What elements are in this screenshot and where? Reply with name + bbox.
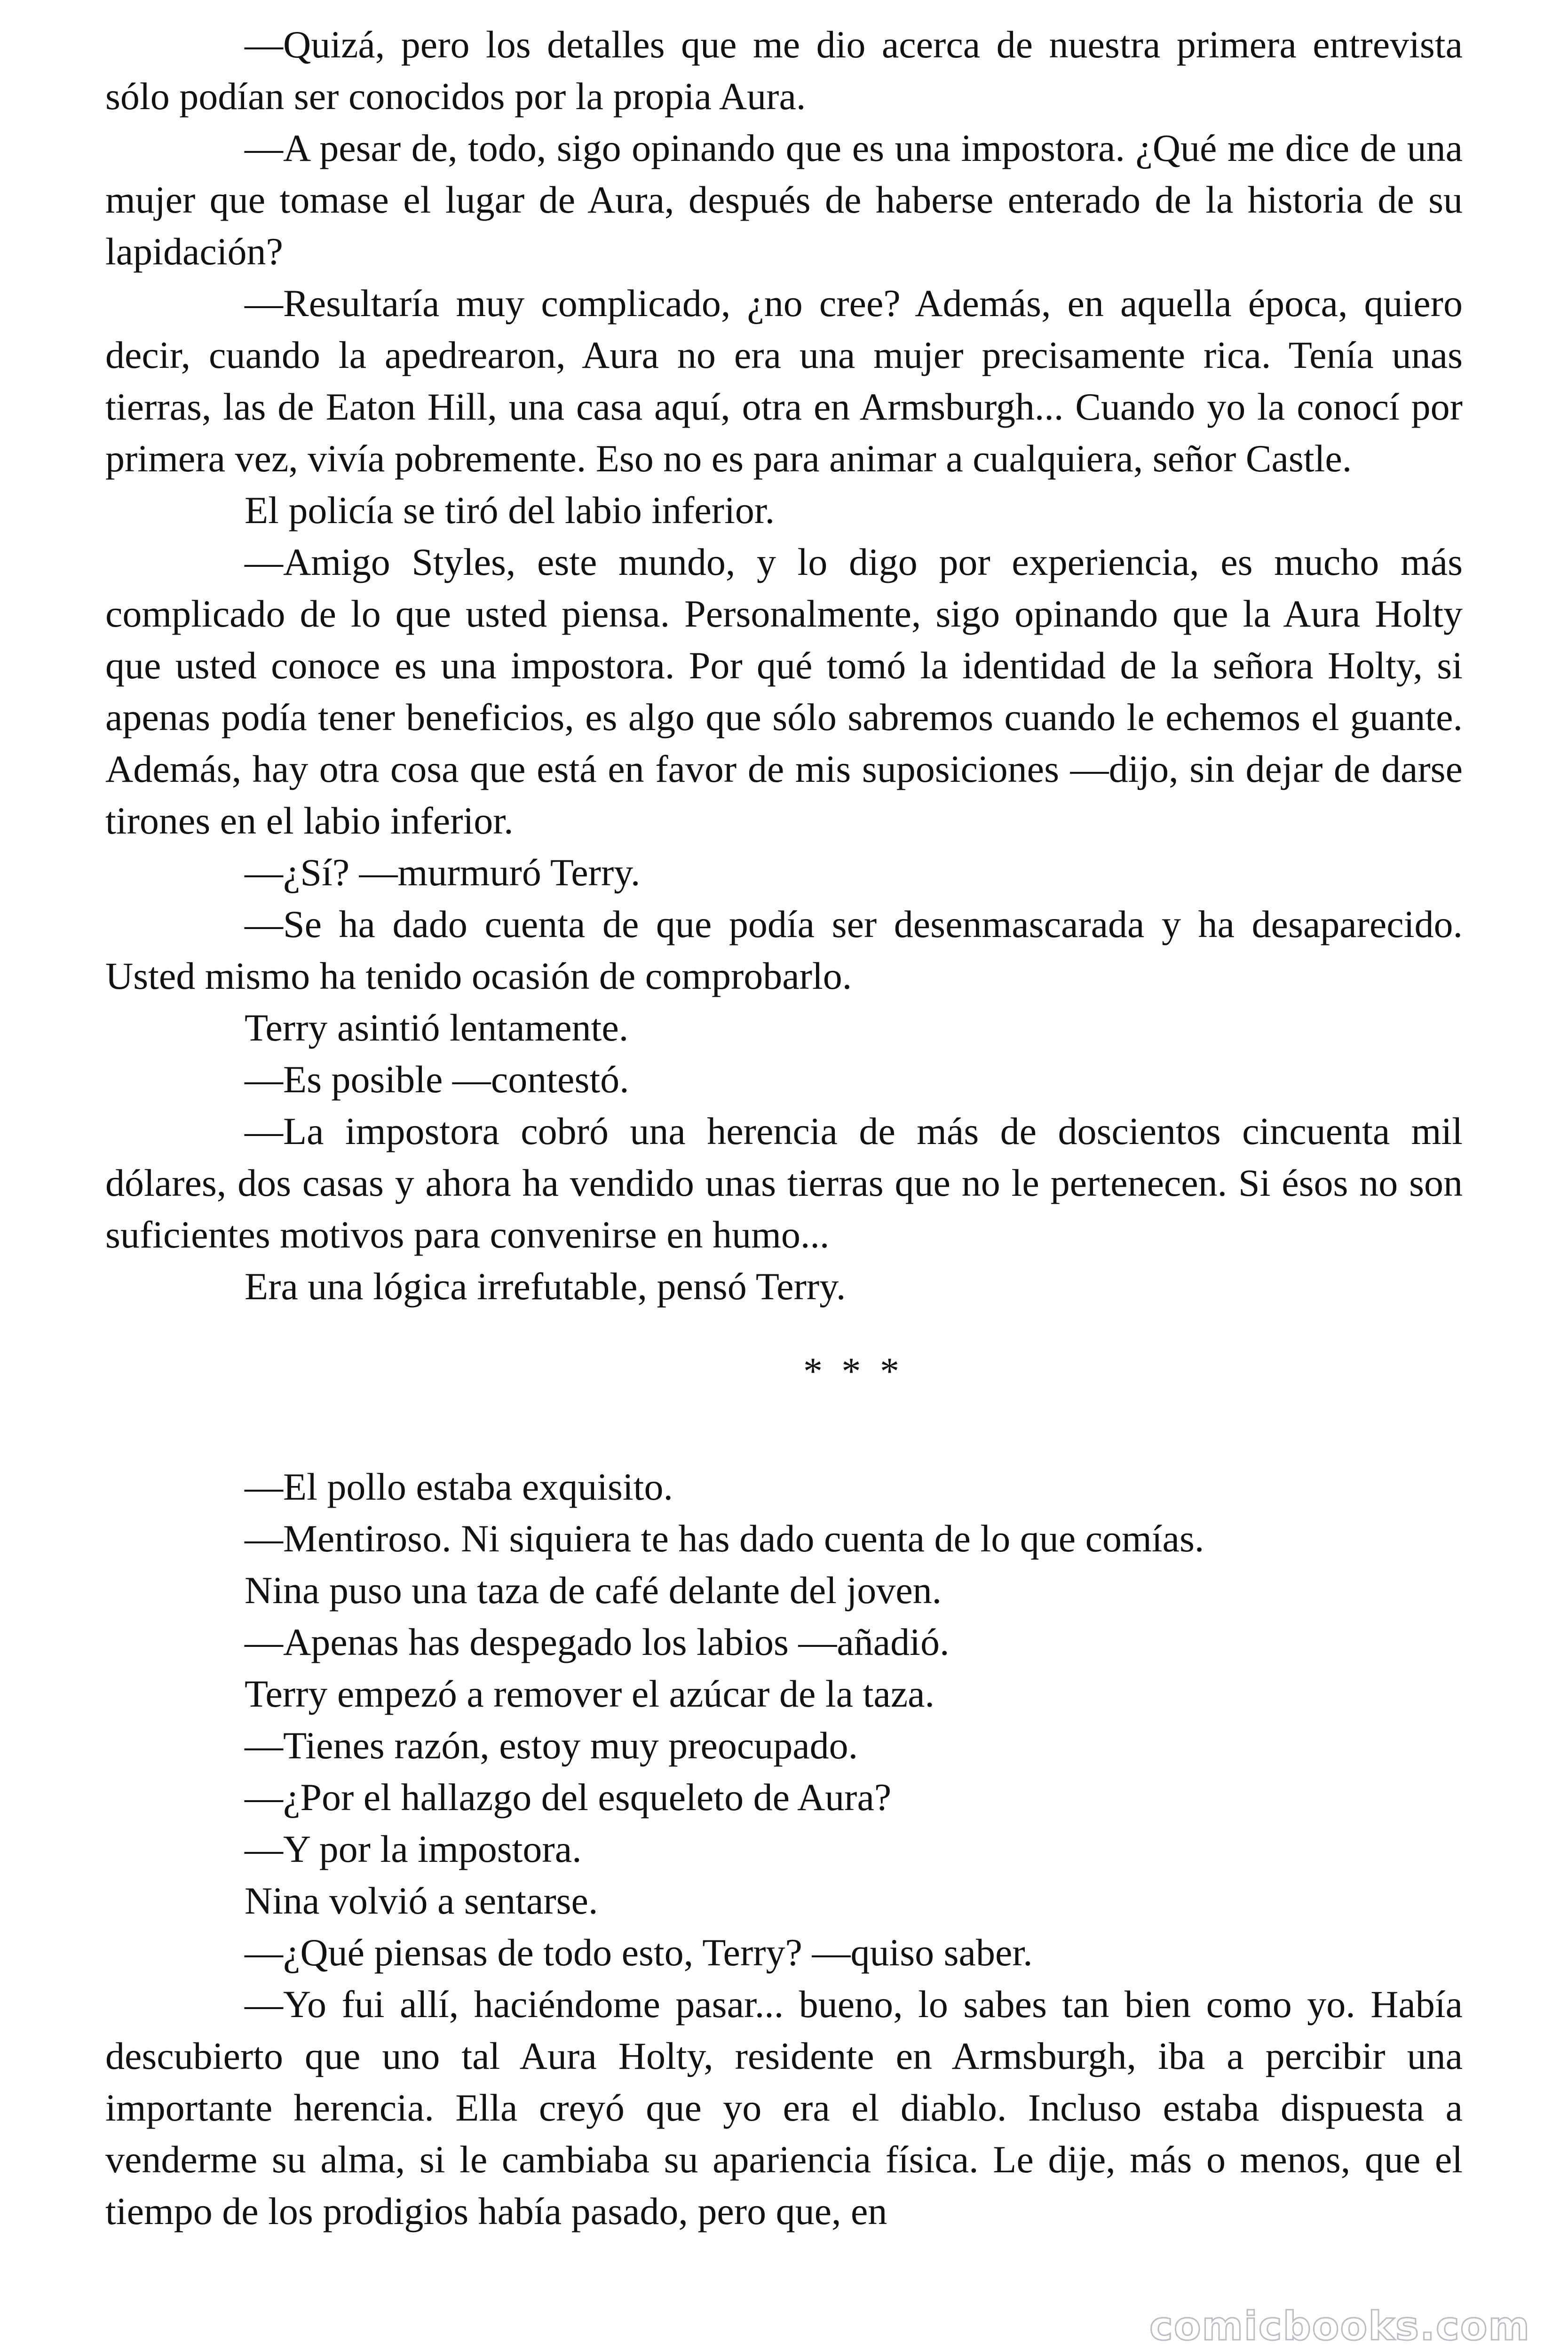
- paragraph: Nina volvió a sentarse.: [245, 1879, 598, 1922]
- paragraph: —La impostora cobró una herencia de más de doscientos cincuenta mil dólares, dos casas y ahora ha vendido unas tierras que no le pertenecen. Si ésos no son suficientes motivos para convenirse en humo...: [105, 1110, 1463, 1256]
- paragraph: —Yo fui allí, haciéndome pasar... bueno, lo sabes tan bien como yo. Había descubierto que uno tal Aura Holty, residente en Armsburgh, iba a percibir una importante herencia. Ella creyó que yo era el diablo. Incluso estaba dispuesta a venderme su alma, si le cambiaba su apariencia física. Le dije, más o menos, que el tiempo de los prodigios había pasado, pero que, en: [105, 1983, 1463, 2233]
- paragraph: —¿Qué piensas de todo esto, Terry? —quiso saber.: [245, 1931, 1033, 1974]
- paragraph: —Se ha dado cuenta de que podía ser desenmascarada y ha desaparecido. Usted mismo ha tenido ocasión de comprobarlo.: [105, 903, 1463, 997]
- paragraph: —Tienes razón, estoy muy preocupado.: [245, 1724, 858, 1767]
- paragraph: —Apenas has despegado los labios —añadió.: [245, 1621, 950, 1663]
- paragraph: El policía se tiró del labio inferior.: [245, 489, 775, 532]
- paragraph: —¿Sí? —murmuró Terry.: [245, 851, 641, 894]
- paragraph: Terry asintió lentamente.: [245, 1006, 629, 1049]
- watermark: comicbooks.com: [1149, 2303, 1530, 2349]
- paragraph: Terry empezó a remover el azúcar de la taza.: [245, 1672, 935, 1715]
- paragraph: —Resultaría muy complicado, ¿no cree? Además, en aquella época, quiero decir, cuando la apedrearon, Aura no era una mujer precisamente rica. Tenía unas tierras, las de Eaton Hill, una casa aquí, otra en Armsburgh... Cuando yo la conocí por primera vez, vivía pobremente. Eso no es para animar a cualquiera, señor Castle.: [105, 282, 1463, 480]
- paragraph: Era una lógica irrefutable, pensó Terry.: [245, 1265, 846, 1308]
- paragraph: —Y por la impostora.: [245, 1828, 582, 1870]
- section-separator: * * *: [803, 1350, 904, 1392]
- paragraph: —Amigo Styles, este mundo, y lo digo por experiencia, es mucho más complicado de lo que usted piensa. Personalmente, sigo opinando que la Aura Holty que usted conoce es una impostora. Por qué tomó la identidad de la señora Holty, si apenas podía tener beneficios, es algo que sólo sabremos cuando le echemos el guante. Además, hay otra cosa que está en favor de mis suposiciones —dijo, sin dejar de darse tirones en el labio inferior.: [105, 540, 1463, 842]
- paragraph: Nina puso una taza de café delante del joven.: [245, 1569, 942, 1612]
- paragraph: —Mentiroso. Ni siquiera te has dado cuenta de lo que comías.: [245, 1517, 1204, 1560]
- paragraph: —El pollo estaba exquisito.: [245, 1465, 673, 1508]
- paragraph: —A pesar de, todo, sigo opinando que es una impostora. ¿Qué me dice de una mujer que tomase el lugar de Aura, después de haberse enterado de la historia de su lapidación?: [105, 127, 1463, 273]
- paragraph: —Quizá, pero los detalles que me dio acerca de nuestra primera entrevista sólo podían ser conocidos por la propia Aura.: [105, 23, 1463, 118]
- paragraph: —Es posible —contestó.: [245, 1058, 629, 1101]
- paragraph: —¿Por el hallazgo del esqueleto de Aura?: [245, 1776, 892, 1819]
- page-body: [105, 19, 1463, 2237]
